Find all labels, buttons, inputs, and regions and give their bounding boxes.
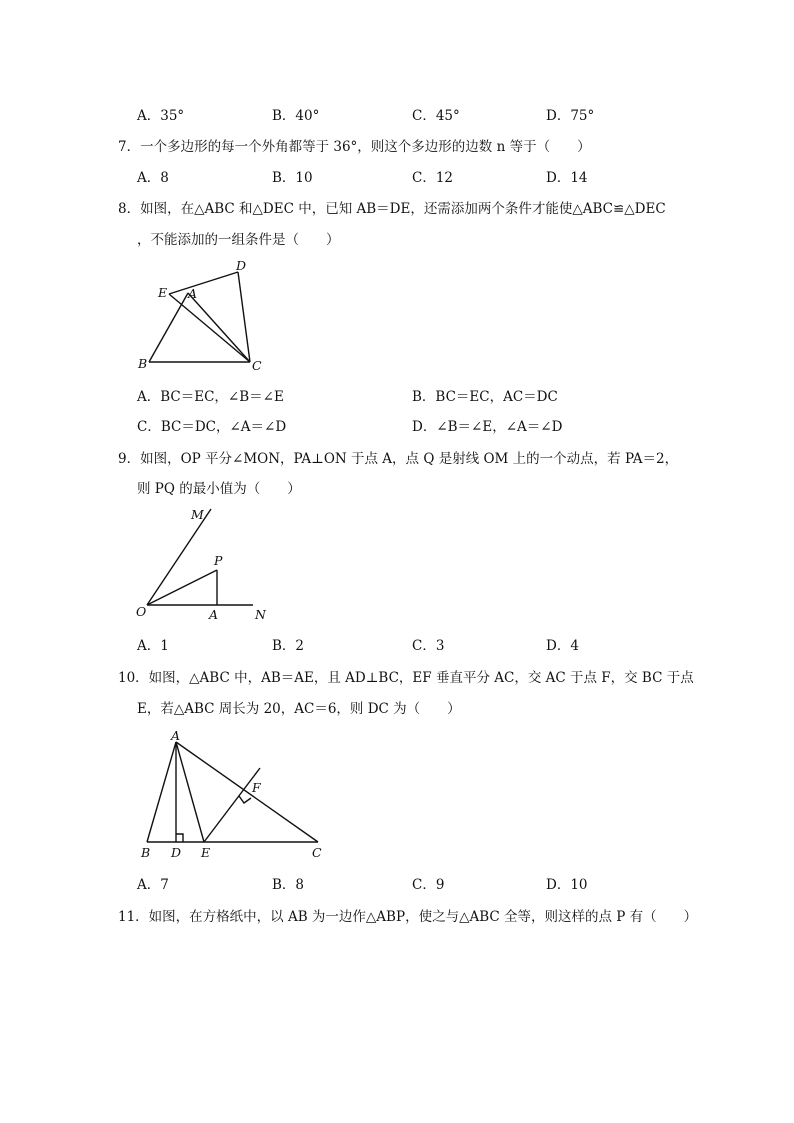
q9-option-a: A．1 (137, 638, 169, 654)
q10-option-a: A．7 (137, 877, 169, 893)
q8-label-d: D (236, 258, 247, 273)
q9-label-m: M (191, 507, 204, 522)
q10-stem-line1: 10．如图，△ABC 中，AB＝AE，且 AD⊥BC，EF 垂直平分 AC，交 AC 于点 F，交 BC 于点 (118, 670, 694, 686)
q7-option-c: C．12 (412, 170, 454, 186)
q10-label-e: E (201, 845, 211, 860)
q10-right-angle-d (176, 834, 183, 842)
q9-stem-line1: 9．如图，OP 平分∠MON，PA⊥ON 于点 A，点 Q 是射线 OM 上的一个动点，若 PA＝2， (118, 451, 679, 467)
q8-label-c: C (252, 358, 262, 373)
q10-label-d: D (171, 845, 182, 860)
q6-option-c: C．45° (412, 108, 460, 124)
q10-label-c: C (312, 845, 322, 860)
q9-label-p: P (214, 553, 223, 568)
q8-option-a: A．BC＝EC，∠B＝∠E (137, 389, 284, 405)
q10-label-b: B (141, 845, 151, 860)
q8-stem-line1: 8．如图，在△ABC 和△DEC 中，已知 AB＝DE，还需添加两个条件才能使△ABC≌△DEC (118, 201, 666, 217)
q10-label-f: F (252, 780, 261, 795)
q10-right-angle-f (239, 796, 251, 803)
q9-stem-line2: 则 PQ 的最小值为（ ） (137, 481, 301, 497)
q8-option-c: C．BC＝DC，∠A＝∠D (137, 419, 287, 435)
q9-label-n: N (255, 607, 266, 622)
q6-option-d: D．75° (546, 108, 595, 124)
q8-label-b: B (138, 356, 148, 371)
q10-label-a: A (171, 728, 181, 743)
q6-option-a: A．35° (137, 108, 185, 124)
q7-stem: 7．一个多边形的每一个外角都等于 36°，则这个多边形的边数 n 等于（ ） (118, 139, 591, 155)
q8-option-d: D．∠B＝∠E，∠A＝∠D (412, 419, 563, 435)
q7-option-d: D．14 (546, 170, 588, 186)
q10-option-c: C．9 (412, 877, 445, 893)
q10-segment-ae (176, 742, 204, 842)
q9-label-a: A (209, 607, 219, 622)
q7-option-a: A．8 (137, 170, 169, 186)
q10-stem-line2: E，若△ABC 周长为 20，AC＝6，则 DC 为（ ） (137, 701, 461, 717)
q9-option-b: B．2 (272, 638, 305, 654)
q10-option-b: B．8 (272, 877, 305, 893)
q8-stem-line2: ，不能添加的一组条件是（ ） (137, 232, 340, 248)
q10-option-d: D．10 (546, 877, 588, 893)
q9-label-o: O (136, 604, 147, 619)
q10-side-ab (147, 742, 176, 842)
q9-option-c: C．3 (412, 638, 445, 654)
q11-stem: 11．如图，在方格纸中，以 AB 为一边作△ABP，使之与△ABC 全等，则这样的点 P 有（ ） (118, 909, 698, 925)
q6-option-b: B．40° (272, 108, 320, 124)
q8-label-a: A (188, 286, 198, 301)
q8-option-b: B．BC＝EC，AC＝DC (412, 389, 558, 405)
q9-option-d: D．4 (546, 638, 579, 654)
q8-label-e: E (158, 285, 168, 300)
q7-option-b: B．10 (272, 170, 313, 186)
q10-side-ac (176, 742, 318, 842)
